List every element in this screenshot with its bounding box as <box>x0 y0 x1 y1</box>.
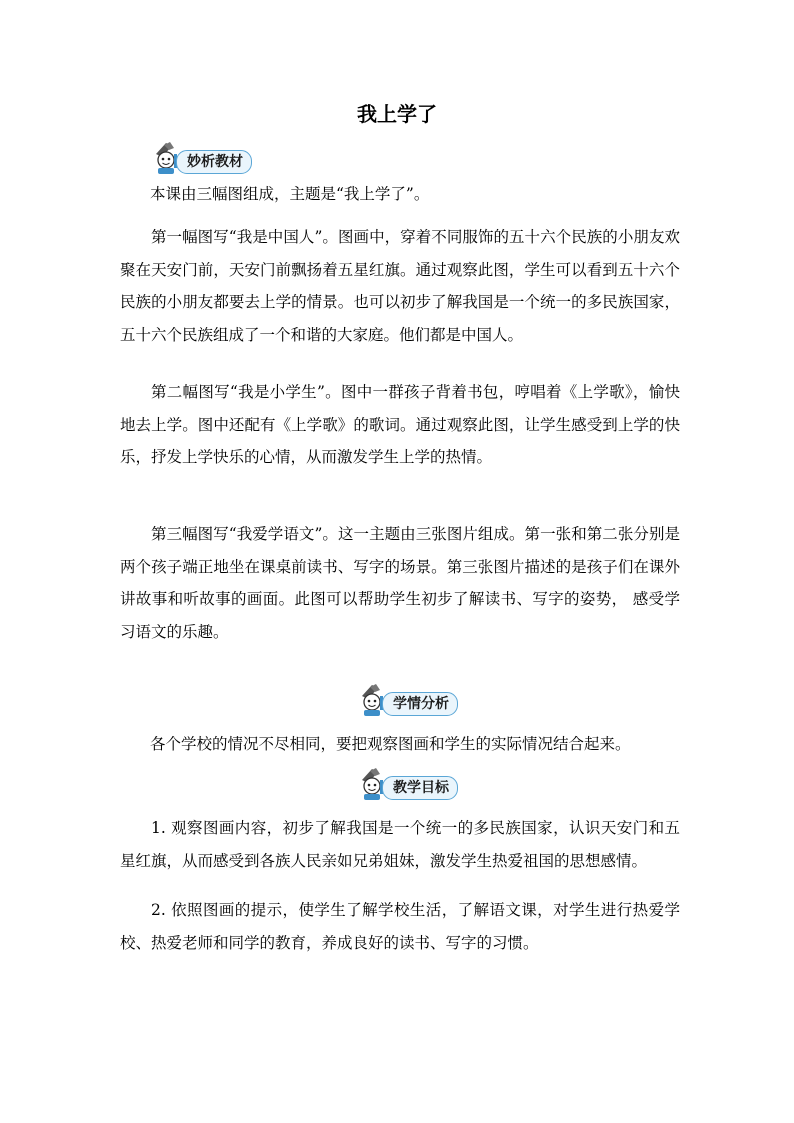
analysis-paragraph-2: 第二幅图写“我是小学生”。图中一群孩子背着书包，哼唱着《上学歌》，愉快地去上学。图中还配有《上学歌》的歌词。通过观察此图，让学生感受到上学的快乐，抒发上学快乐的心情，从而激发学生上学的热情。 <box>120 383 680 467</box>
goal-item-2: 2. 依照图画的提示，使学生了解学校生活，了解语文课，对学生进行热爱学校、热爱老师和同学的教育，养成良好的读书、写字的习惯。 <box>120 901 680 952</box>
section-header-label: 教学目标 <box>382 776 458 800</box>
goal-item-1: 1. 观察图画内容，初步了解我国是一个统一的多民族国家，认识天安门和五星红旗，从而感受到各族人民亲如兄弟姐妹，激发学生热爱祖国的思想感情。 <box>120 819 680 870</box>
analysis-intro: 本课由三幅图组成，主题是“我上学了”。 <box>150 185 430 203</box>
section-header-goals <box>356 768 476 802</box>
page-title: 我上学了 <box>357 102 437 126</box>
learner-text: 各个学校的情况不尽相同，要把观察图画和学生的实际情况结合起来。 <box>150 735 631 753</box>
analysis-paragraph-1: 第一幅图写“我是中国人”。图画中，穿着不同服饰的五十六个民族的小朋友欢聚在天安门前，天安门前飘扬着五星红旗。通过观察此图，学生可以看到五十六个民族的小朋友都要去上学的情景。也可以初步了解我国是一个统一的多民族国家，五十六个民族组成了一个和谐的大家庭。他们都是中国人。 <box>120 228 680 344</box>
section-header-label: 学情分析 <box>382 692 458 716</box>
analysis-paragraph-3: 第三幅图写“我爱学语文”。这一主题由三张图片组成。第一张和第二张分别是两个孩子端正地坐在课桌前读书、写字的场景。第三张图片描述的是孩子们在课外讲故事和听故事的画面。此图可以帮助学生初步了解读书、写字的姿势， 感受学习语文的乐趣。 <box>120 525 680 641</box>
section-header-label: 妙析教材 <box>176 150 252 174</box>
section-header-learner <box>356 684 476 718</box>
section-header-analysis <box>150 142 270 176</box>
